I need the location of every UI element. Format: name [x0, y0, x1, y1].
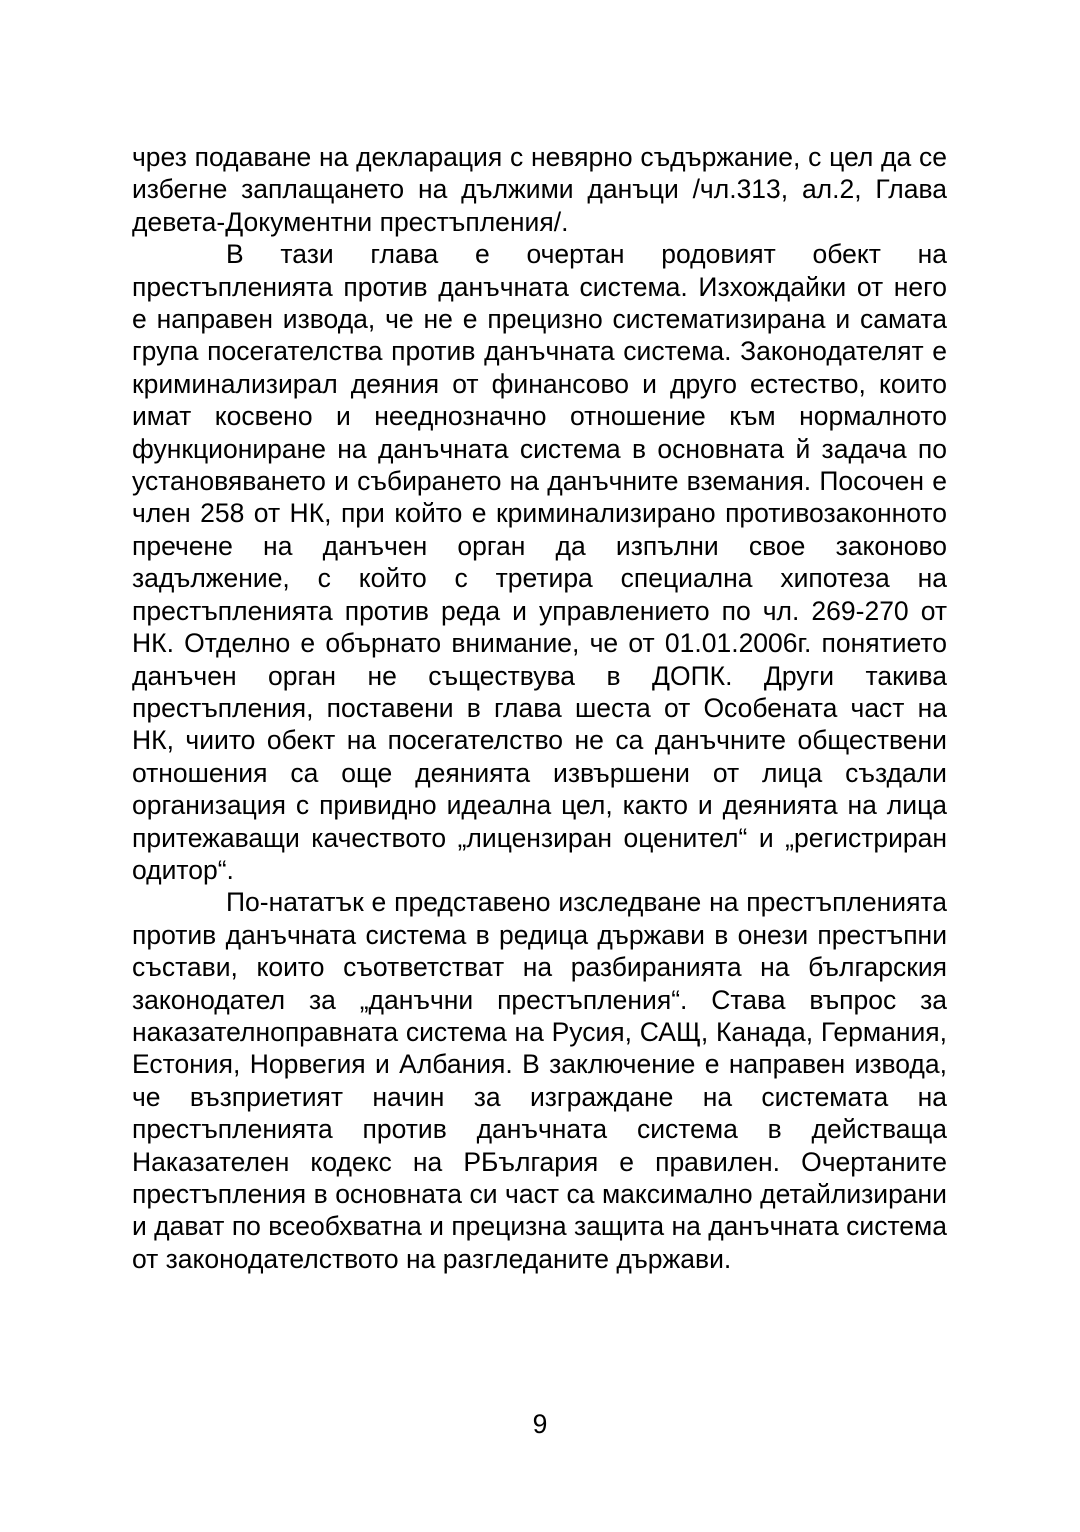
- paragraph-generic-object: В тази глава е очертан родовият обект на престъпленията против данъчната система. Изхождайки от него е направен извода, че не е прецизно систематизирана и самата група посегателства против данъчната система. Законодателят е криминализирал деяния от финансово и друго естество, които имат косвено и нееднозначно отношение към нормалното функциониране на данъчната система в основната й задача по установяването и събирането на данъчните вземания. Посочен е член 258 от НК, при който е криминализирано противозаконното пречене на данъчен орган да изпълни свое законово задължение, с който с третира специална хипотеза на престъпленията против реда и управлението по чл. 269-270 от НК. Отделно е обърнато внимание, че от 01.01.2006г. понятието данъчен орган не съществува в ДОПК. Други такива престъпления, поставени в глава шеста от Особената част на НК, чиито обект на посегателство не са данъчните обществени отношения са още деянията извършени от лица създали организация с привидно идеална цел, както и деянията на лица притежаващи качеството „лицензиран оценител“ и „регистриран одитор“.: [132, 239, 947, 885]
- paragraph-comparative-study: По-нататък е представено изследване на престъпленията против данъчната система в редица държави в онези престъпни състави, които съответстват на разбиранията на българския законодател за „данъчни престъпления“. Става въпрос за наказателноправната система на Русия, САЩ, Канада, Германия, Естония, Норвегия и Албания. В заключение е направен извода, че възприетият начин за изграждане на системата на престъпленията против данъчната система в действаща Наказателен кодекс на РБългария е правилен. Очертаните престъпления в основната си част са максимално детайлизирани и дават по всеобхватна и прецизна защита на данъчната система от законодателството на разгледаните държави.: [132, 887, 947, 1274]
- paragraph-continuation: чрез подаване на декларация с невярно съдържание, с цел да се избегне заплащането на дължими данъци /чл.313, ал.2, Глава девета-Документни престъпления/.: [132, 142, 947, 237]
- page-number: 9: [532, 1409, 548, 1439]
- body-text: [132, 141, 947, 1275]
